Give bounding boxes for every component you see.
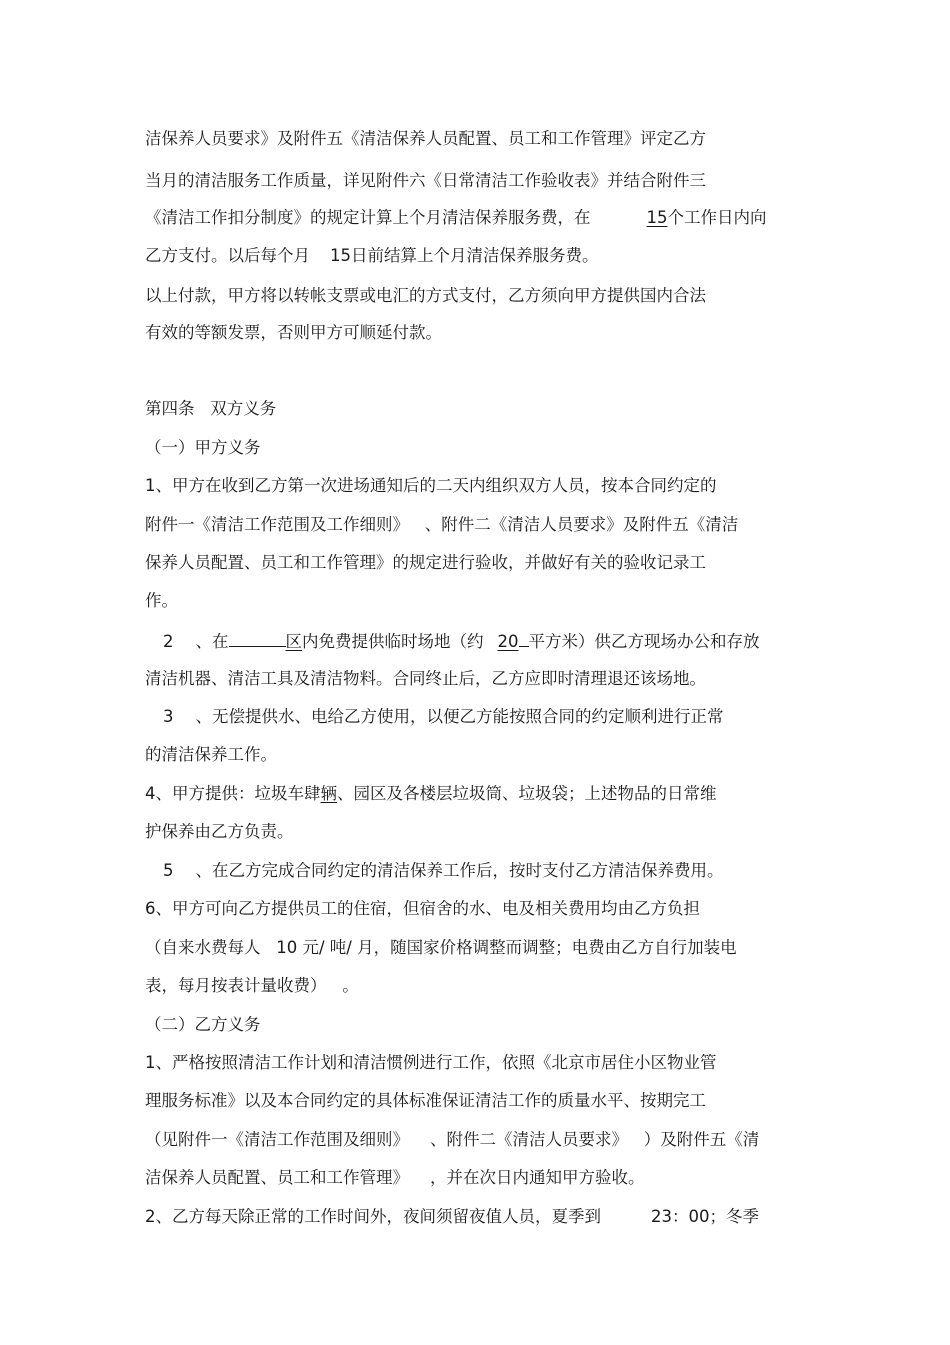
item-number: 2	[163, 632, 174, 651]
time-value: 23：00；冬季	[651, 1207, 759, 1226]
text-line: 清洁机器、清洁工具及清洁物料。合同终止后，乙方应即时清理退还该场地。	[145, 669, 706, 688]
text-run: 、在	[195, 632, 229, 651]
text-line: 附件一《清洁工作范围及工作细则》 、附件二《清洁人员要求》及附件五《清洁	[145, 515, 739, 534]
text-run: 2、乙方每天除正常的工作时间外，夜间须留夜值人员，夏季到	[145, 1207, 601, 1226]
text-line: 的清洁保养工作。	[145, 745, 277, 764]
text-run: 平方米）供乙方现场办公和存放	[528, 632, 760, 651]
text-run: 乙方支付。以后每个月	[145, 246, 310, 265]
text-line: 当月的清洁服务工作质量，详见附件六《日常清洁工作验收表》并结合附件三	[145, 171, 706, 190]
text-line: 洁保养人员要求》及附件五《清洁保养人员配置、员工和工作管理》评定乙方	[145, 129, 706, 148]
text-line: （自来水费每人 10 元/ 吨/ 月，随国家价格调整而调整；电费由乙方自行加装电	[145, 938, 737, 957]
blank-field	[229, 629, 286, 647]
article-heading: 第四条 双方义务	[145, 399, 277, 418]
text-line: 护保养由乙方负责。	[145, 822, 294, 841]
text-run: 个工作日内向	[667, 208, 767, 227]
text-run: 日前结算上个月清洁保养服务费。	[351, 246, 599, 265]
item-number: 5	[163, 861, 174, 880]
underlined-text: 辆	[320, 784, 337, 803]
text-line: 1、严格按照清洁工作计划和清洁惯例进行工作，依照《北京市居住小区物业管	[145, 1053, 717, 1072]
text-line	[145, 245, 599, 267]
section-heading: （一）甲方义务	[145, 438, 261, 457]
text-run: 、在乙方完成合同约定的清洁保养工作后，按时支付乙方清洁保养费用。	[195, 861, 724, 880]
text-run: 4、甲方提供：垃圾车肆	[145, 784, 321, 803]
section-heading: （二）乙方义务	[145, 1015, 261, 1034]
text-line: 有效的等额发票，否则甲方可顺延付款。	[145, 323, 442, 342]
text-line: 表，每月按表计量收费） 。	[145, 976, 359, 995]
text-line: 1、甲方在收到乙方第一次进场通知后的二天内组织双方人员，按本合同约定的	[145, 476, 717, 495]
text-line	[145, 783, 717, 805]
payment-days-value: 15	[646, 208, 668, 227]
text-line	[145, 1206, 759, 1228]
text-line	[163, 629, 760, 653]
text-line: 作。	[145, 591, 178, 610]
text-line: 保养人员配置、员工和工作管理》的规定进行验收，并做好有关的验收记录工	[145, 553, 706, 572]
item-number: 3	[163, 707, 174, 726]
area-size-value: 20	[497, 632, 519, 651]
text-line: （见附件一《清洁工作范围及细则》 、附件二《清洁人员要求》 ）及附件五《清	[145, 1130, 760, 1149]
text-line	[145, 207, 767, 229]
text-run: 《清洁工作扣分制度》的规定计算上个月清洁保养服务费，在	[145, 208, 591, 227]
text-line: 以上付款，甲方将以转帐支票或电汇的方式支付，乙方须向甲方提供国内合法	[145, 286, 706, 305]
text-line: 6、甲方可向乙方提供员工的住宿，但宿舍的水、电及相关费用均由乙方负担	[145, 899, 700, 918]
blank-field	[519, 629, 529, 647]
text-line	[163, 860, 724, 882]
area-field: 区	[285, 632, 302, 651]
text-line: 洁保养人员配置、员工和工作管理》 ，并在次日内通知甲方验收。	[145, 1168, 645, 1187]
text-line	[163, 706, 724, 728]
text-line: 理服务标准》以及本合同约定的具体标准保证清洁工作的质量水平、按期完工	[145, 1091, 706, 1110]
text-run: 内免费提供临时场地（约	[302, 632, 484, 651]
text-run: 、园区及各楼层垃圾筒、垃圾袋；上述物品的日常维	[337, 784, 717, 803]
text-run: 、无偿提供水、电给乙方使用，以便乙方能按照合同的约定顺利进行正常	[195, 707, 724, 726]
settlement-day-value: 15	[330, 246, 351, 265]
